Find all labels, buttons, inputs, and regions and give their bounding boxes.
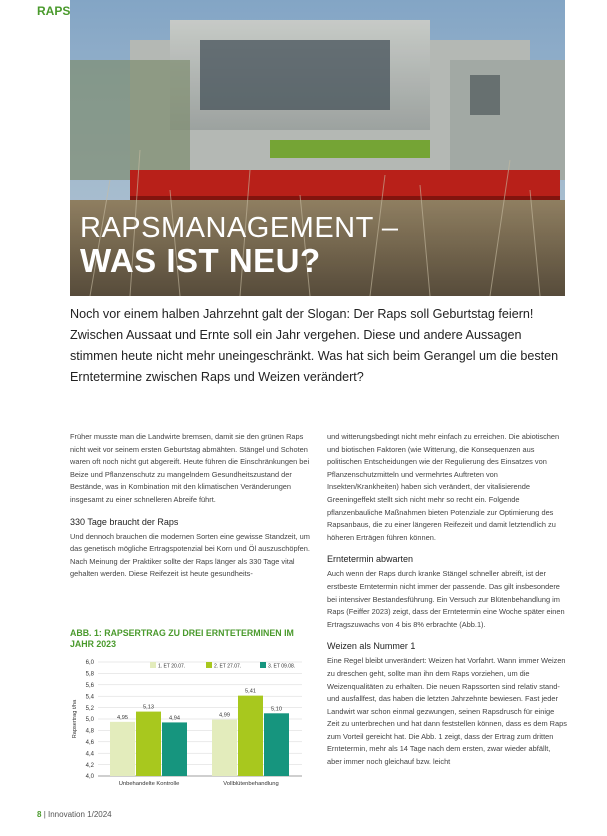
left-paragraph-1: Früher musste man die Landwirte bremsen, damit sie den grünen Raps nicht weit vor seinem ersten Geburtstag abmähten. Stängel und Schoten waren oft noch nicht gut abgereift. Heute führen die Einschränkungen bei Beize und Pflanzenschutz zu mangelndem Gesundheitszustand der Bestände, was in Kombination mit den klimatischen Veränderungen insgesamt zu einer schnelleren Abreife führt. — [70, 432, 310, 504]
headline-line1: RAPSMANAGEMENT – — [80, 212, 399, 244]
y-tick-label: 5,8 — [85, 671, 94, 678]
lead-paragraph — [70, 304, 566, 388]
legend-label: 1. ET 20.07. — [158, 663, 186, 670]
bar-value-label: 5,10 — [271, 706, 282, 713]
publication-name: Innovation 1/2024 — [48, 810, 112, 819]
page-footer — [37, 810, 112, 819]
bar-value-label: 5,13 — [143, 704, 154, 711]
bar — [238, 696, 263, 776]
yield-chart-svg — [66, 650, 312, 800]
bar-value-label: 5,41 — [245, 688, 256, 695]
legend-swatch — [206, 662, 212, 668]
hero-image — [70, 0, 565, 296]
right-paragraph-1: und witterungsbedingt nicht mehr einfach zu erreichen. Die abiotischen und biotischen Faktoren (wie Witterung, die Konsequenzen aus politischen Entscheidungen wie der Regulierung des Einsatzes von Pflanzenschutzmitteln und vermehrtes Auftreten von Insekten/Krankheiten) haben sich verändert, der vitalisierende Greeningeffekt stellt sich nicht mehr so recht ein. Folgende pflanzenbauliche Maßnahmen bieten Potenziale zur Optimierung des Rapsanbaus, die zu einer längeren Reifezeit und damit letztendlich zu höheren Erträgen führen können. — [327, 432, 560, 542]
y-tick-label: 6,0 — [85, 660, 94, 667]
legend-swatch — [150, 662, 156, 668]
bar — [162, 722, 187, 776]
bar-value-label: 4,99 — [219, 712, 230, 719]
headline — [80, 212, 398, 278]
subheading-330-tage: 330 Tage braucht der Raps — [70, 516, 179, 527]
legend-label: 3. ET 09.08. — [268, 663, 296, 670]
subheading-erntetermin: Erntetermin abwarten — [327, 554, 414, 565]
bar-value-label: 4,95 — [117, 714, 128, 721]
lead-text: Noch vor einem halben Jahrzehnt galt der Slogan: Der Raps soll Geburtstag feiern! Zwischen Aussaat und Ernte soll ein Jahr vergehen. Diese und andere Aussagen stimmen heute nicht mehr uneingeschränkt. Was hat sich beim Gerangel um die besten Erntetermine zwischen Raps und Weizen verändert? — [70, 307, 559, 384]
y-axis-label: Rapsertrag t/ha — [72, 699, 78, 739]
y-tick-label: 5,4 — [85, 694, 94, 701]
yield-chart — [66, 650, 312, 800]
y-tick-label: 4,2 — [85, 762, 94, 769]
footer-separator: | — [43, 810, 48, 819]
headline-line2: WAS IST NEU? — [80, 242, 321, 279]
category-label: Vollblütenbehandlung — [223, 781, 279, 787]
bar — [264, 713, 289, 776]
bar — [212, 720, 237, 776]
y-tick-label: 4,0 — [85, 774, 94, 781]
bar — [136, 712, 161, 776]
right-column — [327, 431, 567, 769]
y-tick-label: 4,8 — [85, 728, 94, 735]
bar — [110, 722, 135, 776]
legend-swatch — [260, 662, 266, 668]
right-paragraph-3: Eine Regel bleibt unverändert: Weizen hat Vorfahrt. Wann immer Weizen zu dreschen geht, sollte man ihn dem Raps vorziehen, um die Weizenqualitäten zu erhalten. Die neuen Rapssorten sind relativ stand- und ausfallfest, das haben die letzten Jahrzehnte bewiesen. Fast jeder Landwirt war schon einmal gezwungen, seinen Rapsdrusch für einige Zeit zu unterbrechen und hat dann feststellen können, dass es dem Raps zum Vorteil gereicht hat. Die Abb. 1 zeigt, dass der Ertrag zum dritten Erntetermin, mehr als 14 Tage nach dem ersten, zwar wieder abfällt, aber immer noch gleichauf bzw. leicht — [327, 656, 567, 767]
y-tick-label: 4,4 — [85, 751, 94, 758]
left-paragraph-2: Und dennoch brauchen die modernen Sorten eine gewisse Standzeit, um das genetisch mögliche Ertragspotenzial bei Korn und Öl auszuschöpfen. Nach Meinung der Praktiker sollte der Raps länger als 330 Tage vital gehalten werden. Diese Reifezeit ist heute gesundheits- — [70, 531, 310, 579]
y-tick-label: 5,2 — [85, 705, 94, 712]
chart-title: ABB. 1: RAPSERTRAG ZU DREI ERNTETERMINEN IM JAHR 2023 — [70, 628, 294, 649]
section-label: RAPS — [37, 4, 71, 18]
legend-label: 2. ET 27.07. — [214, 663, 242, 670]
y-tick-label: 5,0 — [85, 717, 94, 724]
y-tick-label: 5,6 — [85, 683, 94, 689]
left-column — [70, 431, 311, 581]
page-number: 8 — [37, 810, 42, 819]
right-paragraph-2: Auch wenn der Raps durch kranke Stängel schneller abreift, ist der erstbeste Erntetermin nicht immer der passende. Das gilt insbesondere bei intensiver Bestandesführung. Ein Versuch zur Blütenbehandlung im Raps (Feiffer 2023) zeigt, dass der Erntetermin eine Woche später einen Ertragszuwachs von 4 bis 8% erbrachte (Abb.1). — [327, 569, 565, 629]
category-label: Unbehandelte Kontrolle — [118, 781, 180, 787]
y-tick-label: 4,6 — [85, 740, 94, 746]
bar-value-label: 4,94 — [169, 715, 180, 722]
subheading-weizen: Weizen als Nummer 1 — [327, 641, 416, 652]
